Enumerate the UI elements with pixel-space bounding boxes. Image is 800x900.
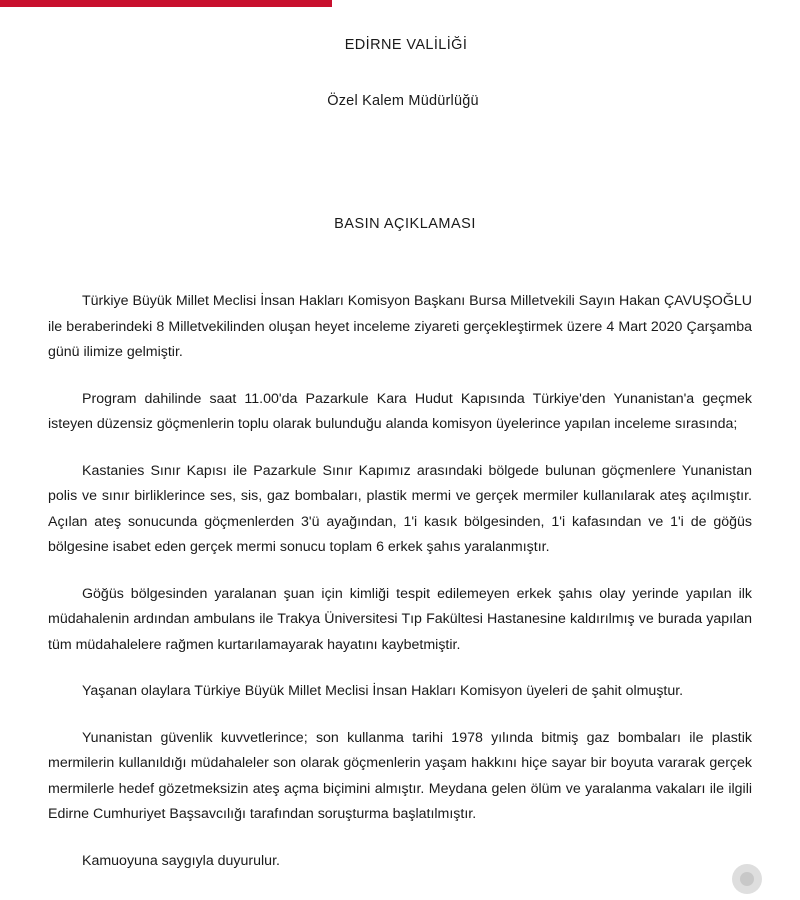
top-bar-accent-segment [0, 0, 332, 7]
document-header [48, 7, 752, 109]
paragraph: Yunanistan güvenlik kuvvetlerince; son kullanma tarihi 1978 yılında bitmiş gaz bombaları ile plastik mermilerin kullanıldığı müdahaleler son olarak göçmenlerin yaşam hakkını hiçe sayar bir boyuta vararak gerçek mermilerle hedef gözetmeksizin ateş açma biçimini almıştır. Meydana gelen ölüm ve yaralanma vakaları ile ilgili Edirne Cumhuriyet Başsavcılığı tarafından soruşturma başlatılmıştır. [48, 729, 752, 822]
decorative-top-bar [0, 0, 800, 7]
paragraph: Türkiye Büyük Millet Meclisi İnsan Hakları Komisyon Başkanı Bursa Milletvekili Sayın Hakan ÇAVUŞOĞLU ile beraberindeki 8 Milletvekilinden oluşan heyet inceleme ziyareti gerçekleştirmek üzere 4 Mart 2020 Çarşamba günü ilimize gelmiştir. [48, 293, 752, 360]
paragraph: Kamuoyuna saygıyla duyurulur. [82, 852, 280, 869]
top-bar-blank-segment [332, 0, 800, 7]
document-body [48, 289, 752, 874]
paragraph: Program dahilinde saat 11.00'da Pazarkule Kara Hudut Kapısında Türkiye'den Yunanistan'a geçmek isteyen düzensiz göçmenlerin toplu olarak bulunduğu alanda komisyon üyelerince yapılan inceleme sırasında; [48, 390, 752, 432]
page-title: BASIN AÇIKLAMASI [334, 216, 476, 232]
document-page [0, 7, 800, 900]
paragraph: Kastanies Sınır Kapısı ile Pazarkule Sınır Kapımız arasındaki bölgede bulunan göçmenlere Yunanistan polis ve sınır birliklerince ses, sis, gaz bombaları, plastik mermi ve gerçek mermiler kullanılarak ateş açılmıştır. Açılan ateş sonucunda göçmenlerden 3'ü ayağından, 1'i kasık bölgesinden, 1'i kafasından ve 1'i de göğüs bölgesine isabet eden gerçek mermi sonucu toplam 6 erkek şahıs yaralanmıştır. [48, 462, 752, 555]
paragraph: Göğüs bölgesinden yaralanan şuan için kimliği tespit edilemeyen erkek şahıs olay yerinde yapılan ilk müdahalenin ardından ambulans ile Trakya Üniversitesi Tıp Fakültesi Hastanesine kaldırılmış ve burada yapılan tüm müdahalelere rağmen kurtarılamayarak hayatını kaybetmiştir. [48, 585, 752, 653]
department-name: Özel Kalem Müdürlüğü [327, 93, 479, 109]
seal-icon [732, 864, 762, 894]
paragraph: Yaşanan olaylara Türkiye Büyük Millet Meclisi İnsan Hakları Komisyon üyeleri de şahit olmuştur. [82, 683, 684, 699]
organization-name: EDİRNE VALİLİĞİ [344, 37, 468, 53]
